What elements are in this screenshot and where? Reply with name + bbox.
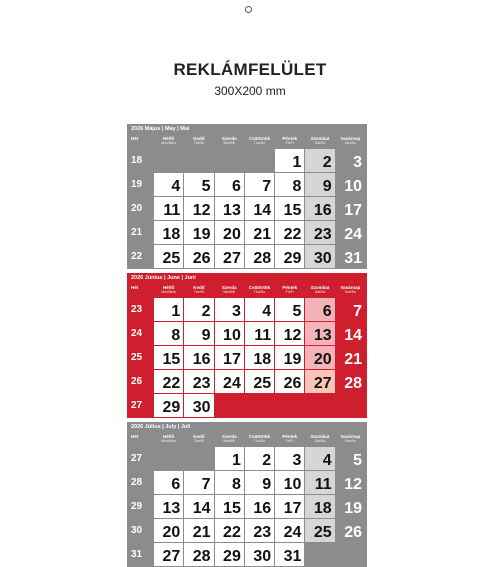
day-number: 12: [283, 327, 302, 344]
weekday-sub: Sun/So: [344, 141, 357, 145]
day-number: 27: [313, 375, 332, 392]
day-number: 29: [223, 548, 241, 565]
day-number: 6: [231, 178, 241, 195]
weekday-header: [275, 432, 304, 447]
day-cell: [154, 245, 183, 268]
empty-day-cell: [275, 394, 304, 417]
day-cell: [245, 221, 274, 244]
day-number: 10: [344, 178, 362, 195]
weekday-name: Kedd: [193, 434, 205, 439]
month-block: [127, 422, 367, 567]
day-number: 9: [322, 178, 332, 195]
weekday-name: Hétfő: [162, 434, 175, 439]
day-number: 3: [231, 303, 241, 320]
day-number: 19: [283, 351, 302, 368]
month-block: [127, 124, 367, 269]
week-number: 27: [131, 453, 143, 464]
day-cell: [215, 471, 244, 494]
weekday-name: Hétfő: [162, 285, 175, 290]
day-cell: [245, 495, 274, 518]
day-number: 20: [313, 351, 332, 368]
day-number: 9: [201, 327, 211, 344]
day-cell: [245, 346, 274, 369]
day-number: 17: [283, 500, 302, 517]
day-number: 12: [344, 476, 362, 493]
day-cell: [275, 173, 304, 196]
day-cell: [305, 221, 334, 244]
week-number: 30: [131, 525, 143, 536]
day-number: 11: [163, 202, 181, 219]
weekday-header: [275, 134, 304, 149]
day-cell: [336, 173, 365, 196]
ad-title: REKLÁMFELÜLET: [173, 60, 327, 79]
day-number: 4: [171, 178, 181, 195]
day-number: 18: [253, 351, 272, 368]
weekday-name: Hétfő: [162, 136, 175, 141]
day-cell: [154, 346, 183, 369]
day-number: 10: [223, 327, 241, 344]
day-number: 30: [192, 399, 211, 416]
day-number: 8: [292, 178, 302, 195]
day-cell: [245, 519, 274, 542]
weekday-name: Péntek: [282, 285, 298, 290]
day-number: 21: [192, 524, 211, 541]
day-cell: [336, 197, 365, 220]
advertising-area: [0, 60, 500, 98]
empty-day-cell: [245, 149, 274, 172]
day-cell: [184, 245, 213, 268]
weekday-name: Vasárnap: [340, 285, 361, 290]
day-cell: [154, 370, 183, 393]
day-cell: [245, 322, 274, 345]
day-cell: [336, 370, 365, 393]
day-cell: [215, 543, 244, 566]
day-number: 17: [344, 202, 362, 219]
day-number: 5: [201, 178, 211, 195]
day-cell: [154, 471, 183, 494]
day-number: 5: [292, 303, 302, 320]
week-number: 24: [131, 328, 143, 339]
month-title: 2026 Május | May | Mai: [131, 126, 190, 132]
week-number: 20: [131, 203, 143, 214]
day-cell: [305, 370, 334, 393]
day-cell: [154, 322, 183, 345]
day-cell: [245, 245, 274, 268]
day-cell: [275, 197, 304, 220]
day-cell: [305, 346, 334, 369]
weekday-header: [275, 283, 304, 298]
day-number: 7: [353, 303, 362, 320]
weekday-header: [154, 134, 183, 149]
empty-day-cell: [184, 149, 213, 172]
hanging-hole: [245, 6, 252, 13]
day-number: 2: [322, 154, 332, 171]
day-number: 20: [162, 524, 181, 541]
day-number: 15: [223, 500, 241, 517]
weekday-name: Szombat: [310, 136, 330, 141]
weekday-header: [154, 432, 183, 447]
weekday-name: Szombat: [310, 285, 330, 290]
day-number: 8: [231, 476, 241, 493]
day-number: 16: [192, 351, 211, 368]
day-cell: [184, 298, 213, 321]
day-cell: [275, 543, 304, 566]
day-cell: [305, 245, 334, 268]
weekday-header: [305, 283, 334, 298]
day-cell: [154, 173, 183, 196]
day-number: 23: [313, 226, 332, 243]
day-cell: [184, 471, 213, 494]
weekday-header: [245, 134, 274, 149]
weekday-header: [245, 432, 274, 447]
weekday-sub: Wed/Mi: [223, 290, 236, 294]
day-cell: [336, 298, 365, 321]
weekday-sub: Thu/Do: [253, 439, 266, 443]
day-cell: [154, 197, 183, 220]
weekday-header: [184, 432, 213, 447]
weekday-sub: Tue/Di: [193, 290, 205, 294]
empty-day-cell: [154, 149, 183, 172]
day-number: 6: [171, 476, 181, 493]
day-number: 18: [313, 500, 332, 517]
day-cell: [215, 322, 244, 345]
day-number: 28: [344, 375, 362, 392]
day-cell: [215, 173, 244, 196]
day-number: 28: [253, 250, 272, 267]
week-number: 19: [131, 179, 143, 190]
weekday-name: Szerda: [221, 285, 237, 290]
day-number: 9: [262, 476, 272, 493]
day-cell: [154, 394, 183, 417]
ad-size: 300X200 mm: [214, 84, 286, 98]
weekday-sub: Thu/Do: [253, 290, 266, 294]
day-cell: [305, 322, 334, 345]
weekday-header: [184, 134, 213, 149]
day-number: 20: [223, 226, 241, 243]
week-number: 31: [131, 549, 143, 560]
day-cell: [336, 495, 365, 518]
month-title: 2026 Június | June | Juni: [131, 275, 196, 281]
day-number: 13: [223, 202, 241, 219]
day-number: 31: [283, 548, 302, 565]
empty-day-cell: [245, 394, 274, 417]
day-cell: [184, 221, 213, 244]
weekday-header: [215, 134, 244, 149]
day-cell: [184, 519, 213, 542]
day-cell: [215, 370, 244, 393]
day-cell: [336, 519, 365, 542]
day-number: 11: [314, 476, 332, 493]
day-cell: [275, 370, 304, 393]
day-cell: [305, 495, 334, 518]
week-number: 22: [131, 251, 143, 262]
day-cell: [154, 221, 183, 244]
day-cell: [245, 447, 274, 470]
day-cell: [154, 519, 183, 542]
day-cell: [336, 447, 365, 470]
weekday-sub: Fri/Fr: [285, 141, 294, 145]
day-cell: [215, 447, 244, 470]
day-number: 22: [223, 524, 241, 541]
day-number: 24: [344, 226, 362, 243]
weekday-sub: Wed/Mi: [223, 439, 236, 443]
day-number: 4: [322, 452, 332, 469]
day-number: 7: [262, 178, 272, 195]
day-number: 12: [192, 202, 211, 219]
calendar: [127, 124, 367, 567]
day-number: 3: [353, 154, 362, 171]
weekday-name: Csütörtök: [248, 285, 271, 290]
day-cell: [245, 298, 274, 321]
day-number: 24: [223, 375, 241, 392]
week-column-header: Hét: [131, 136, 139, 141]
day-number: 6: [322, 303, 332, 320]
month-block: [127, 273, 367, 418]
day-cell: [245, 471, 274, 494]
weekday-sub: Tue/Di: [193, 439, 205, 443]
day-number: 19: [344, 500, 362, 517]
empty-day-cell: [154, 447, 183, 470]
day-number: 16: [253, 500, 272, 517]
weekday-header: [245, 283, 274, 298]
day-number: 25: [253, 375, 272, 392]
day-number: 14: [192, 500, 211, 517]
weekday-name: Kedd: [193, 136, 205, 141]
day-number: 4: [262, 303, 272, 320]
day-number: 10: [283, 476, 302, 493]
day-number: 29: [162, 399, 181, 416]
day-number: 21: [344, 351, 362, 368]
day-cell: [275, 495, 304, 518]
day-cell: [275, 298, 304, 321]
day-number: 7: [201, 476, 211, 493]
day-number: 5: [353, 452, 362, 469]
empty-day-cell: [336, 394, 365, 417]
weekday-sub: Tue/Di: [193, 141, 205, 145]
day-number: 3: [292, 452, 302, 469]
day-number: 11: [254, 327, 272, 344]
day-cell: [215, 245, 244, 268]
weekday-header: [184, 283, 213, 298]
day-cell: [336, 149, 365, 172]
day-number: 2: [262, 452, 272, 469]
day-number: 22: [162, 375, 181, 392]
day-cell: [215, 495, 244, 518]
day-number: 21: [253, 226, 272, 243]
day-cell: [305, 149, 334, 172]
week-number: 18: [131, 155, 143, 166]
day-number: 26: [283, 375, 302, 392]
day-number: 15: [162, 351, 181, 368]
weekday-sub: Mon/Mon: [161, 141, 176, 145]
weekday-name: Vasárnap: [340, 136, 361, 141]
day-number: 13: [313, 327, 332, 344]
day-cell: [154, 495, 183, 518]
day-cell: [275, 322, 304, 345]
day-cell: [245, 543, 274, 566]
day-cell: [275, 447, 304, 470]
weekday-sub: Mon/Mon: [161, 439, 176, 443]
week-column-header: Hét: [131, 434, 139, 439]
weekday-sub: Fri/Fr: [285, 439, 294, 443]
day-number: 1: [231, 452, 241, 469]
day-cell: [275, 245, 304, 268]
day-cell: [275, 519, 304, 542]
weekday-header: [305, 134, 334, 149]
day-cell: [184, 370, 213, 393]
day-cell: [184, 197, 213, 220]
day-cell: [184, 394, 213, 417]
day-cell: [336, 346, 365, 369]
day-cell: [215, 298, 244, 321]
weekday-header: [154, 283, 183, 298]
day-number: 1: [171, 303, 181, 320]
day-cell: [336, 322, 365, 345]
day-number: 28: [192, 548, 211, 565]
day-number: 2: [201, 303, 211, 320]
day-cell: [305, 471, 334, 494]
day-cell: [245, 173, 274, 196]
weekday-header: [336, 134, 365, 149]
day-cell: [275, 149, 304, 172]
day-cell: [245, 197, 274, 220]
empty-day-cell: [184, 447, 213, 470]
day-cell: [215, 197, 244, 220]
day-number: 22: [283, 226, 302, 243]
weekday-name: Kedd: [193, 285, 205, 290]
day-cell: [275, 346, 304, 369]
weekday-header: [336, 432, 365, 447]
weekday-sub: Thu/Do: [253, 141, 266, 145]
day-number: 26: [344, 524, 362, 541]
day-cell: [336, 221, 365, 244]
weekday-name: Vasárnap: [340, 434, 361, 439]
week-column-header: Hét: [131, 285, 139, 290]
day-cell: [336, 471, 365, 494]
day-number: 14: [253, 202, 272, 219]
day-number: 13: [162, 500, 181, 517]
day-number: 27: [162, 548, 181, 565]
day-number: 29: [283, 250, 302, 267]
day-number: 23: [253, 524, 272, 541]
week-number: 23: [131, 304, 143, 315]
weekday-name: Szombat: [310, 434, 330, 439]
weekday-sub: Sun/So: [344, 439, 357, 443]
weekday-sub: Fri/Fr: [285, 290, 294, 294]
day-number: 19: [192, 226, 211, 243]
week-number: 29: [131, 501, 143, 512]
day-cell: [154, 298, 183, 321]
day-number: 30: [253, 548, 272, 565]
day-number: 16: [313, 202, 332, 219]
day-number: 24: [283, 524, 302, 541]
day-cell: [336, 245, 365, 268]
week-number: 27: [131, 400, 143, 411]
day-cell: [184, 322, 213, 345]
day-number: 26: [192, 250, 211, 267]
empty-day-cell: [336, 543, 365, 566]
day-cell: [305, 519, 334, 542]
day-number: 23: [192, 375, 211, 392]
empty-day-cell: [215, 149, 244, 172]
day-cell: [215, 346, 244, 369]
empty-day-cell: [215, 394, 244, 417]
day-number: 25: [313, 524, 332, 541]
weekday-header: [305, 432, 334, 447]
weekday-sub: Wed/Mi: [223, 141, 236, 145]
day-number: 31: [344, 250, 362, 267]
weekday-name: Szerda: [221, 136, 237, 141]
day-cell: [305, 173, 334, 196]
day-number: 18: [162, 226, 181, 243]
month-title: 2026 Július | July | Juli: [131, 424, 191, 430]
day-cell: [305, 197, 334, 220]
day-number: 27: [223, 250, 241, 267]
weekday-name: Péntek: [282, 434, 298, 439]
weekday-sub: Mon/Mon: [161, 290, 176, 294]
day-cell: [275, 221, 304, 244]
weekday-header: [215, 432, 244, 447]
day-cell: [245, 370, 274, 393]
weekday-name: Péntek: [282, 136, 298, 141]
week-number: 21: [131, 227, 143, 238]
day-cell: [184, 495, 213, 518]
day-number: 15: [283, 202, 302, 219]
day-cell: [184, 543, 213, 566]
empty-day-cell: [305, 394, 334, 417]
day-cell: [305, 298, 334, 321]
day-cell: [215, 519, 244, 542]
day-cell: [275, 471, 304, 494]
day-cell: [184, 346, 213, 369]
weekday-name: Csütörtök: [248, 434, 271, 439]
week-number: 25: [131, 352, 143, 363]
day-number: 8: [171, 327, 181, 344]
day-number: 1: [292, 154, 302, 171]
weekday-name: Csütörtök: [248, 136, 271, 141]
day-number: 14: [344, 327, 362, 344]
weekday-sub: Sun/So: [344, 290, 357, 294]
weekday-header: [215, 283, 244, 298]
month-grid: [129, 283, 365, 418]
day-cell: [215, 221, 244, 244]
weekday-sub: Sat/Sa: [314, 141, 326, 145]
empty-day-cell: [305, 543, 334, 566]
week-number: 28: [131, 477, 143, 488]
week-number: 26: [131, 376, 143, 387]
weekday-sub: Sat/Sa: [314, 290, 326, 294]
day-number: 17: [223, 351, 241, 368]
month-grid: [129, 134, 365, 269]
day-number: 25: [162, 250, 181, 267]
day-cell: [184, 173, 213, 196]
day-cell: [154, 543, 183, 566]
day-cell: [305, 447, 334, 470]
weekday-name: Szerda: [221, 434, 237, 439]
weekday-sub: Sat/Sa: [314, 439, 326, 443]
day-number: 30: [313, 250, 332, 267]
weekday-header: [336, 283, 365, 298]
